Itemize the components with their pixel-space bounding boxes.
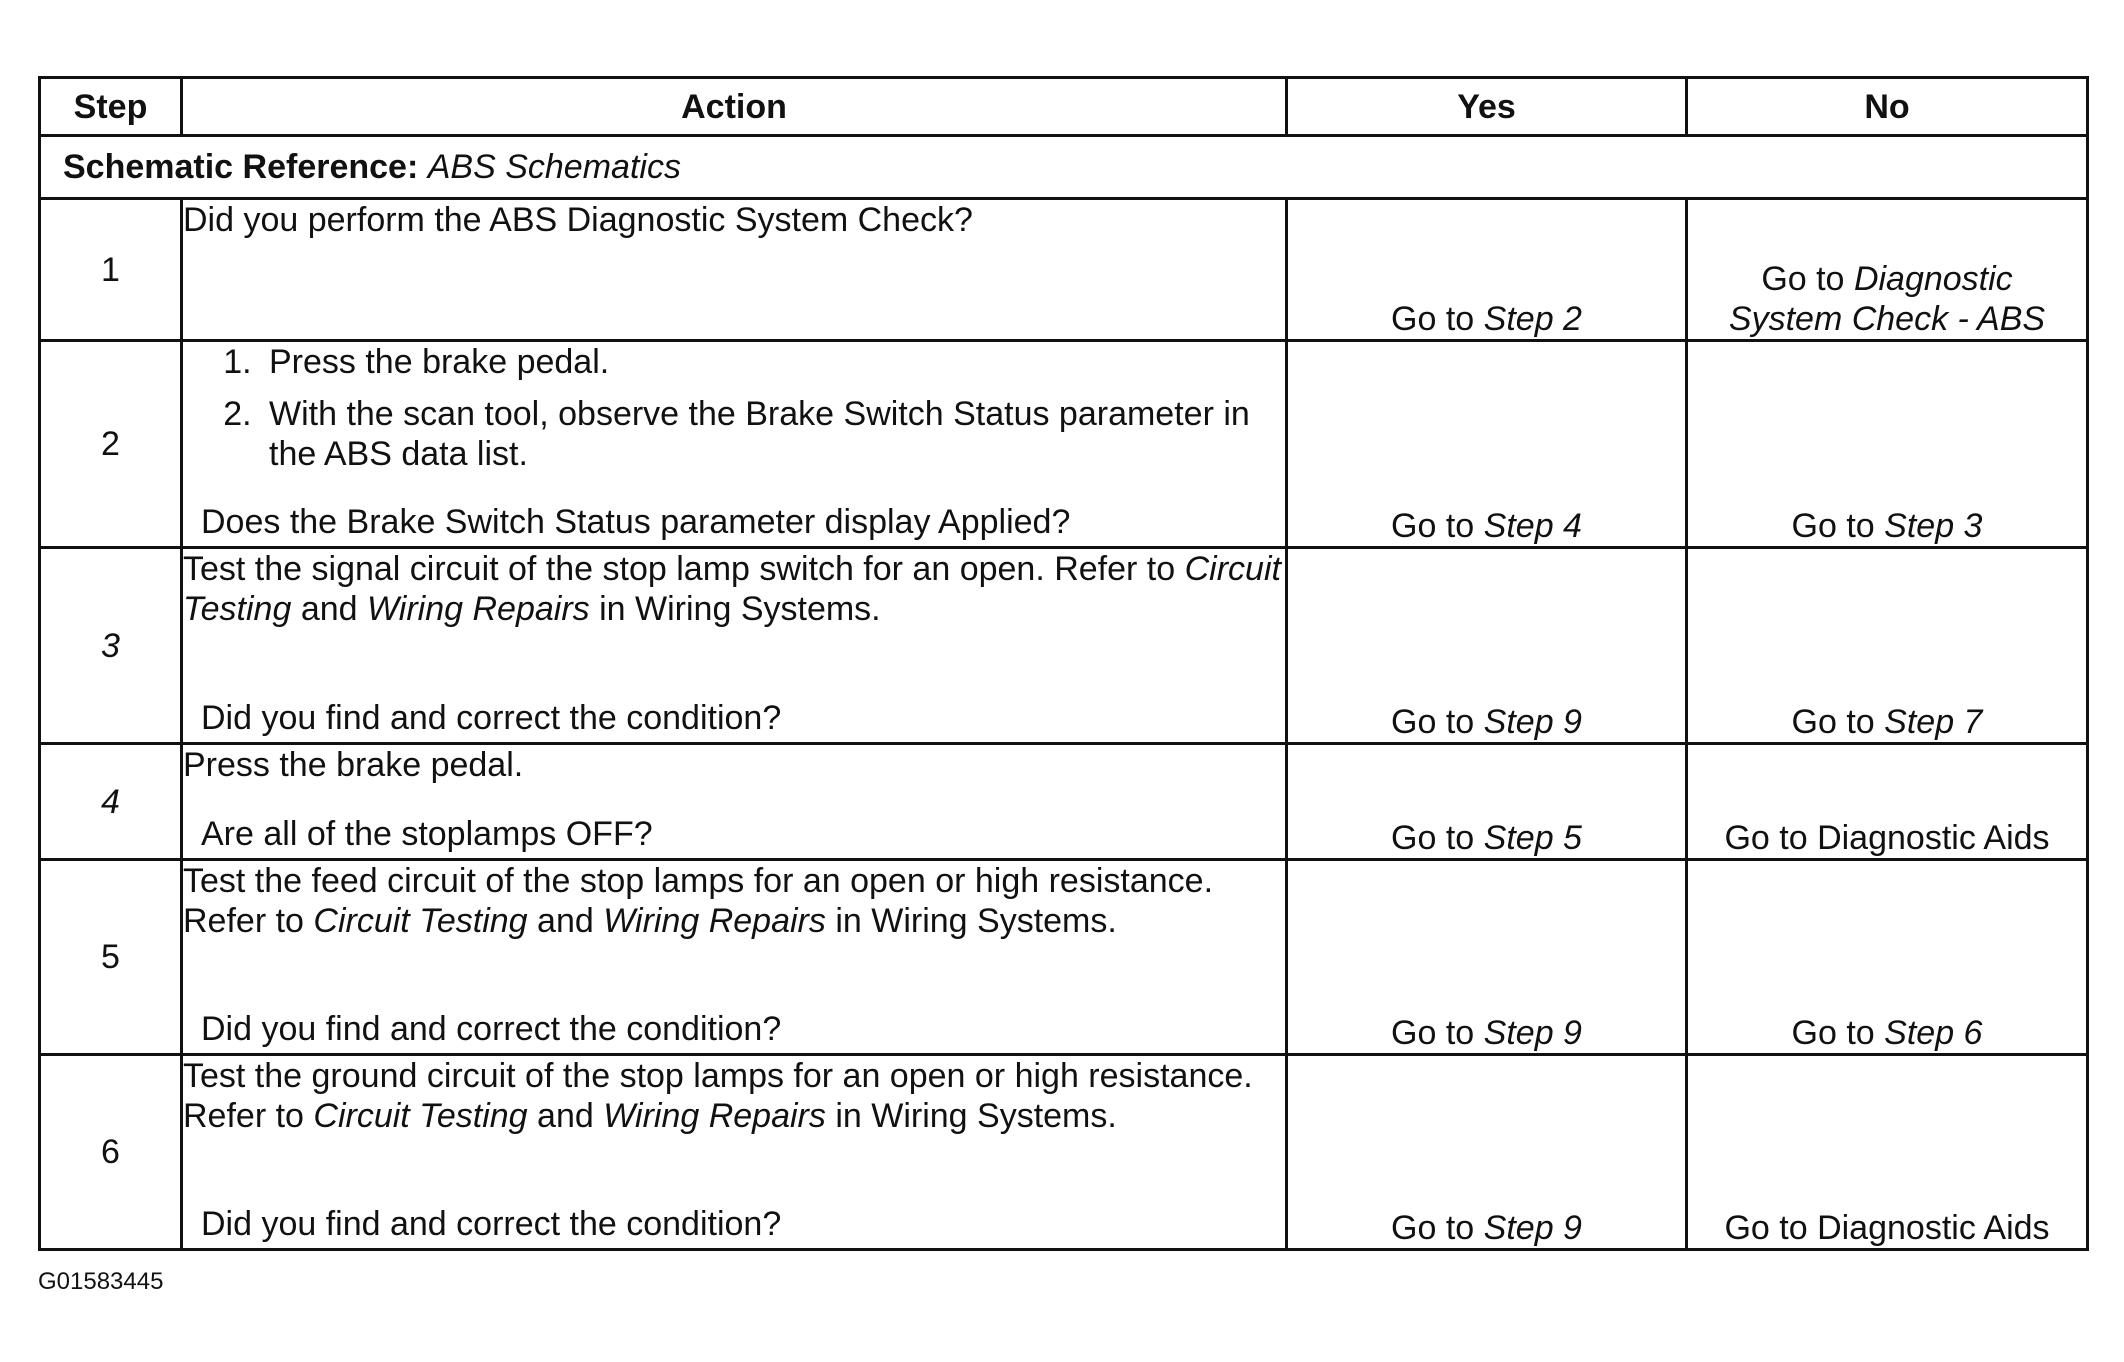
action-cell [182, 860, 1287, 1055]
action-list-item: 1. Press the brake pedal. [261, 342, 1285, 382]
wiring-repairs-link[interactable]: Wiring Repairs [367, 590, 590, 628]
action-list-item: 2. With the scan tool, observe the Brake Switch Status parameter in the ABS data list. [261, 394, 1285, 474]
no-cell [1687, 1055, 2088, 1250]
wiring-repairs-link[interactable]: Wiring Repairs [603, 902, 826, 940]
action-question: Did you find and correct the condition? [201, 1205, 782, 1243]
yes-target-link[interactable]: Step 9 [1483, 1209, 1582, 1247]
schematic-reference [40, 136, 2088, 199]
action-text [183, 861, 1285, 941]
yes-cell [1287, 1055, 1687, 1250]
action-list [183, 342, 1285, 474]
yes-target-link[interactable]: Step 9 [1483, 1014, 1582, 1052]
no-cell [1687, 341, 2088, 548]
yes-target-link[interactable]: Step 4 [1483, 507, 1582, 545]
no-target-link[interactable]: Go to Diagnostic Aids [1724, 819, 2050, 857]
header-row [40, 78, 2088, 136]
action-text-part: in Wiring Systems. [599, 590, 881, 628]
action-cell [182, 199, 1287, 341]
schematic-reference-label: Schematic Reference: [63, 148, 419, 186]
step-number: 4 [40, 744, 182, 860]
action-text [183, 549, 1285, 629]
header-yes: Yes [1287, 78, 1687, 136]
yes-prefix: Go to [1391, 703, 1475, 741]
schematic-reference-row [40, 136, 2088, 199]
wiring-repairs-link[interactable]: Wiring Repairs [603, 1097, 826, 1135]
circuit-testing-link[interactable]: Circuit Testing [183, 550, 1281, 628]
table-row [40, 548, 2088, 744]
action-question: Are all of the stoplamps OFF? [201, 815, 653, 853]
table-row [40, 860, 2088, 1055]
action-question: Did you find and correct the condition? [201, 1010, 782, 1048]
yes-prefix: Go to [1391, 1014, 1475, 1052]
yes-cell [1287, 341, 1687, 548]
action-text [183, 1056, 1285, 1136]
action-text-part: Test the feed circuit of the stop lamps for an open or high resistance. Refer to [183, 862, 1214, 940]
table-row [40, 199, 2088, 341]
yes-target-link[interactable]: Step 5 [1483, 819, 1582, 857]
yes-prefix: Go to [1391, 819, 1475, 857]
no-target-link[interactable]: Step 3 [1884, 507, 1983, 545]
yes-cell [1287, 744, 1687, 860]
action-text-part: and [537, 1097, 594, 1135]
no-target-link[interactable]: Go to Diagnostic Aids [1724, 1209, 2050, 1247]
yes-target-link[interactable]: Step 9 [1483, 703, 1582, 741]
action-cell [182, 1055, 1287, 1250]
action-text: Press the brake pedal. [183, 746, 524, 784]
action-question: Did you find and correct the condition? [201, 699, 782, 737]
no-target-link[interactable]: Step 7 [1884, 703, 1983, 741]
action-text: Did you perform the ABS Diagnostic System Check? [183, 201, 973, 239]
no-target-link-line2[interactable]: System Check - ABS [1728, 300, 2046, 338]
no-prefix: Go to [1761, 260, 1845, 298]
yes-cell [1287, 199, 1687, 341]
no-cell [1687, 744, 2088, 860]
action-text-part: in Wiring Systems. [835, 1097, 1117, 1135]
no-prefix: Go to [1791, 703, 1875, 741]
action-cell [182, 341, 1287, 548]
action-text-part: Test the ground circuit of the stop lamps for an open or high resistance. Refer to [183, 1057, 1253, 1135]
no-cell [1687, 199, 2088, 341]
schematic-reference-link[interactable]: ABS Schematics [427, 148, 681, 186]
action-text-part: and [300, 590, 358, 628]
figure-id: G01583445 [38, 1268, 164, 1295]
step-number: 5 [40, 860, 182, 1055]
no-cell [1687, 860, 2088, 1055]
step-number: 1 [40, 199, 182, 341]
action-text-part: and [537, 902, 594, 940]
action-text-part: in Wiring Systems. [835, 902, 1117, 940]
table-row [40, 1055, 2088, 1250]
yes-target-link[interactable]: Step 2 [1483, 300, 1582, 338]
circuit-testing-link[interactable]: Circuit Testing [313, 902, 528, 940]
yes-prefix: Go to [1391, 300, 1475, 338]
no-cell [1687, 548, 2088, 744]
yes-cell [1287, 860, 1687, 1055]
yes-prefix: Go to [1391, 507, 1475, 545]
no-prefix: Go to [1791, 1014, 1875, 1052]
header-step: Step [40, 78, 182, 136]
table-row [40, 744, 2088, 860]
table-row [40, 341, 2088, 548]
header-no: No [1687, 78, 2088, 136]
circuit-testing-link[interactable]: Circuit Testing [313, 1097, 528, 1135]
action-cell [182, 744, 1287, 860]
action-text-part: Test the signal circuit of the stop lamp switch for an open. Refer to [183, 550, 1176, 588]
yes-cell [1287, 548, 1687, 744]
step-number: 2 [40, 341, 182, 548]
step-number: 6 [40, 1055, 182, 1250]
diagnostic-table [38, 76, 2089, 1251]
action-question: Does the Brake Switch Status parameter display Applied? [201, 503, 1071, 541]
yes-prefix: Go to [1391, 1209, 1475, 1247]
step-number: 3 [40, 548, 182, 744]
action-cell [182, 548, 1287, 744]
no-target-link[interactable]: Diagnostic [1853, 260, 2013, 298]
no-target-link[interactable]: Step 6 [1884, 1014, 1983, 1052]
header-action: Action [182, 78, 1287, 136]
no-prefix: Go to [1791, 507, 1875, 545]
